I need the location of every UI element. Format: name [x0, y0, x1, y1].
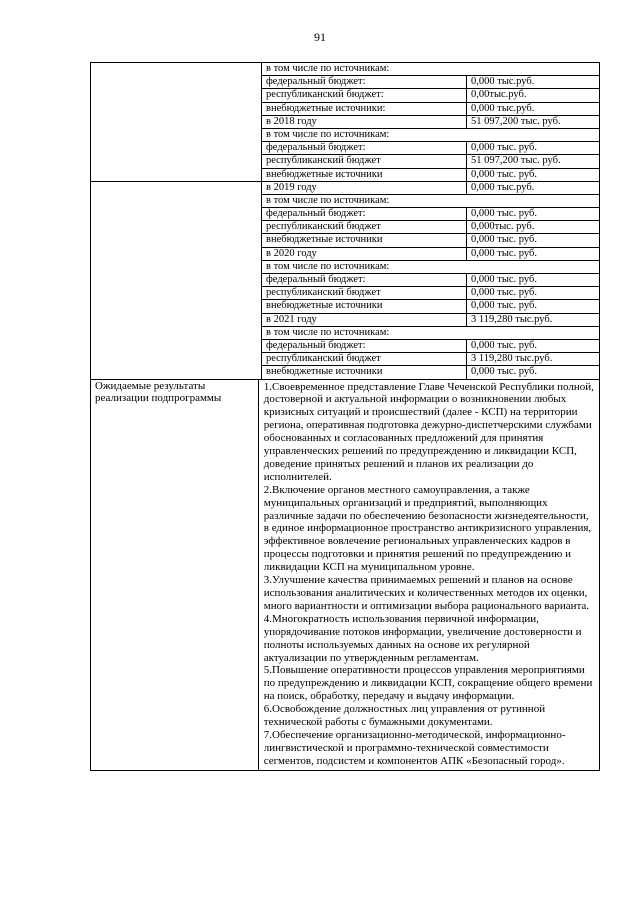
left-cell-empty	[91, 182, 262, 379]
funding-line	[262, 314, 599, 327]
funding-line	[262, 353, 599, 366]
funding-value: 0,000 тыс. руб.	[466, 287, 599, 299]
funding-label: федеральный бюджет:	[266, 208, 366, 220]
funding-line	[262, 208, 599, 221]
funding-label: федеральный бюджет:	[266, 142, 366, 154]
funding-line	[262, 327, 599, 340]
funding-line	[262, 116, 599, 129]
funding-value: 0,000 тыс. руб.	[466, 366, 599, 378]
funding-label: в том числе по источникам:	[266, 260, 390, 272]
result-item: 3.Улучшение качества принимаемых решений и планов на основе использования аналитических и количественных методов их оценки, много вариантности и оптимизации выбора рационального варианта.	[263, 574, 590, 612]
funding-label: федеральный бюджет:	[266, 76, 366, 88]
funding-value: 0,000 тыс. руб.	[466, 300, 599, 312]
funding-label: федеральный бюджет:	[266, 339, 366, 351]
funding-value: 51 097,200 тыс. руб.	[466, 116, 599, 128]
funding-label: внебюджетные источники	[266, 168, 383, 180]
results-list	[259, 380, 599, 770]
funding-line	[262, 261, 599, 274]
funding-line	[262, 221, 599, 234]
funding-label: в том числе по источникам:	[266, 194, 390, 206]
result-item: 4.Многократность использования первичной информации, упорядочивание потоков информации, увеличение достоверности и полноты используемых данных на основе их регулярной актуализации по утвержденным регламентам.	[263, 612, 582, 664]
funding-line	[262, 63, 599, 76]
funding-label: в том числе по источникам:	[266, 63, 390, 74]
funding-label: республиканский бюджет	[266, 221, 381, 233]
funding-lines-2019-2021	[262, 182, 599, 379]
funding-line	[262, 300, 599, 313]
funding-line	[262, 195, 599, 208]
funding-value: 0,000 тыс. руб.	[466, 274, 599, 286]
funding-label: в 2021 году	[266, 313, 317, 325]
funding-value: 51 097,200 тыс. руб.	[466, 155, 599, 167]
funding-value: 0,000 тыс.руб.	[466, 103, 599, 115]
left-cell-empty	[91, 63, 262, 181]
funding-label: в том числе по источникам:	[266, 326, 390, 338]
funding-value: 3 119,280 тыс.руб.	[466, 353, 599, 365]
funding-label: республиканский бюджет:	[266, 89, 384, 101]
result-item: 1.Своевременное представление Главе Чеченской Республики полной, достоверной и актуальной информации о возникновении любых кризисных ситуаций и происшествий (далее - КСП) на территории региона, оперативная подготовка дежурно-диспетчерскими службами обоснованных и согласованных предложений для принятия управленческих решений по предупреждению и ликвидации КСП, доведение принятых решений и планов их реализации до исполнителей.	[263, 380, 594, 483]
funding-value: 0,000тыс. руб.	[466, 221, 599, 233]
funding-label: республиканский бюджет	[266, 287, 381, 299]
funding-line	[262, 169, 599, 181]
funding-label: в 2020 году	[266, 247, 317, 259]
funding-label: республиканский бюджет	[266, 353, 381, 365]
funding-line	[262, 248, 599, 261]
funding-line	[262, 287, 599, 300]
funding-line	[262, 366, 599, 378]
funding-label: в 2019 году	[266, 181, 317, 193]
funding-value: 0,000 тыс. руб.	[466, 208, 599, 220]
funding-line	[262, 89, 599, 102]
page-number: 91	[314, 30, 326, 44]
funding-value: 0,000 тыс.руб.	[466, 76, 599, 88]
funding-line	[262, 234, 599, 247]
table-row	[91, 182, 599, 380]
funding-value: 0,000 тыс. руб.	[466, 169, 599, 181]
funding-value: 0,00тыс.руб.	[466, 89, 599, 101]
result-item: 2.Включение органов местного самоуправления, а также муниципальных организаций и предприятий, выполняющих различные задачи по обеспечению безопасности жизнедеятельности, в единое информационное пространство антикризисного управления, эффективное вовлечение региональных управленческих кадров в процессы подготовки и принятия решений по предупреждению и ликвидации КСП на муниципальном уровне.	[263, 483, 592, 574]
funding-label: в 2018 году	[266, 115, 317, 127]
funding-lines-2018	[262, 63, 599, 181]
document-table	[90, 62, 600, 771]
table-row	[91, 63, 599, 182]
results-heading: Ожидаемые результаты реализации подпрограммы	[91, 380, 259, 770]
funding-value: 3 119,280 тыс.руб.	[466, 314, 599, 326]
funding-label: внебюджетные источники	[266, 300, 383, 312]
funding-line	[262, 76, 599, 89]
funding-label: внебюджетные источники:	[266, 102, 386, 114]
funding-value: 0,000 тыс. руб.	[466, 248, 599, 260]
funding-label: внебюджетные источники	[266, 234, 383, 246]
funding-line	[262, 182, 599, 195]
funding-line	[262, 142, 599, 155]
result-item: 7.Обеспечение организационно-методической, информационно-лингвистической и программно-технической совместимости сегментов, подсистем и компонентов АПК «Безопасный город».	[263, 728, 566, 767]
funding-line	[262, 340, 599, 353]
funding-label: в том числе по источникам:	[266, 128, 390, 140]
funding-line	[262, 155, 599, 168]
funding-line	[262, 274, 599, 287]
funding-label: республиканский бюджет	[266, 155, 381, 167]
result-item: 5.Повышение оперативности процессов управления мероприятиями по предупреждению и ликвидации КСП, сокращение общего времени на поиск, обработку, передачу и выдачу информации.	[263, 664, 593, 703]
funding-value: 0,000 тыс. руб.	[466, 234, 599, 246]
table-row-results	[91, 380, 599, 770]
funding-value: 0,000 тыс. руб.	[466, 340, 599, 352]
funding-label: федеральный бюджет:	[266, 274, 366, 285]
funding-line	[262, 103, 599, 116]
funding-line	[262, 129, 599, 142]
result-item: 6.Освобождение должностных лиц управления от рутинной технической работы с бумажными документами.	[263, 703, 546, 729]
funding-value: 0,000 тыс.руб.	[466, 182, 599, 194]
funding-value: 0,000 тыс. руб.	[466, 142, 599, 154]
funding-label: внебюджетные источники	[266, 366, 383, 378]
